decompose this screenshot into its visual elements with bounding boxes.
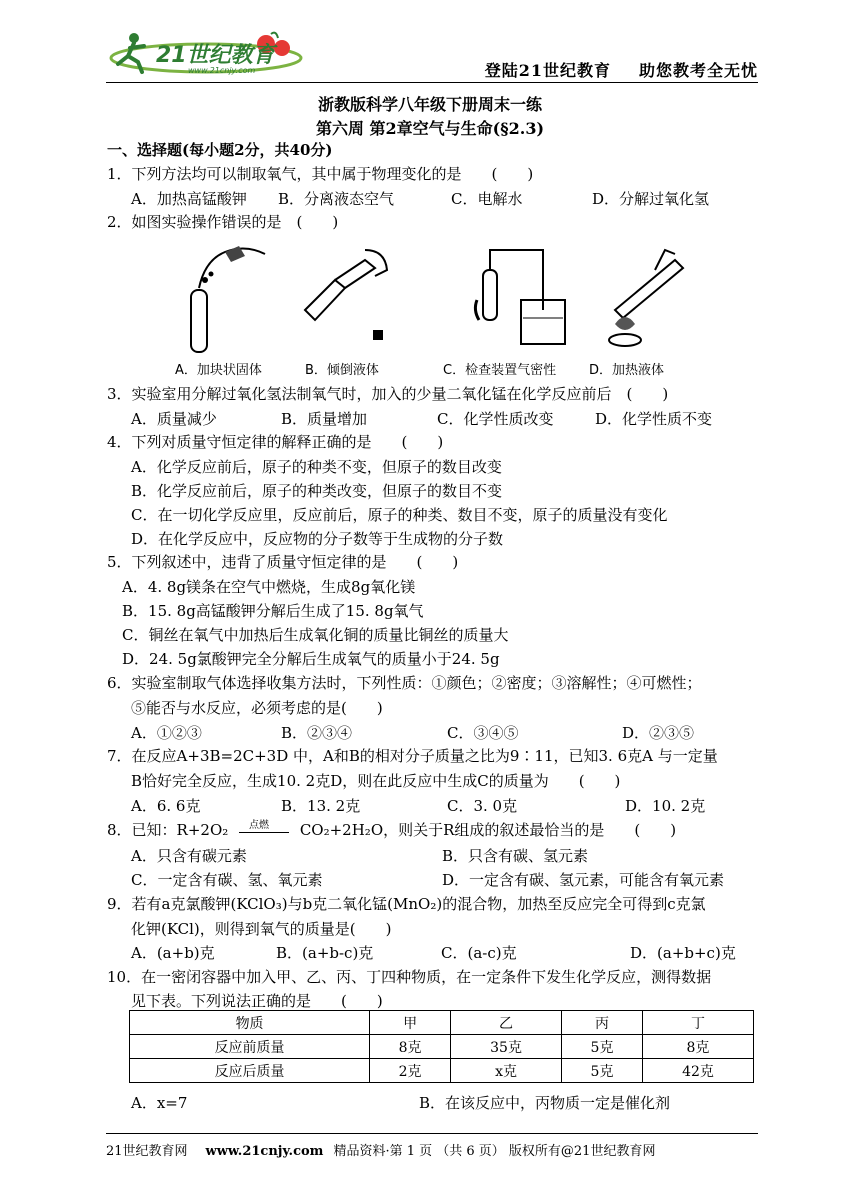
option-a: A．质量减少 [131,410,217,428]
question-stem: 6．实验室制取气体选择收集方法时，下列性质：①颜色；②密度；③溶解性；④可燃性； [107,674,702,692]
option-c: C．在一切化学反应里，反应前后，原子的种类、数目不变，原子的质量没有变化 [131,506,668,524]
question-stem: 1．下列方法均可以制取氧气，其中属于物理变化的是 ( ) [107,165,534,183]
option-d: D．10. 2克 [625,797,706,815]
table-cell: 甲 [370,1011,451,1035]
option-d: D．分解过氧化氢 [592,190,710,208]
option-d: D．(a+b+c)克 [630,944,736,962]
option-a: A．x=7 [131,1094,188,1112]
question-stem [107,820,676,840]
option-d: D．化学性质不变 [595,410,713,428]
slogan-left: 登陆21世纪教育 [484,61,611,80]
logo-url: www.21cnjy.com [188,66,256,75]
table-cell: 5克 [562,1035,643,1059]
option-d: D．一定含有碳、氢元素，可能含有氧元素 [442,871,725,889]
figure-caption: A．加块状固体 [175,363,262,378]
reaction-condition [239,822,289,840]
option-d: D．在化学反应中，反应物的分子数等于生成物的分子数 [131,530,504,548]
header-slogan [457,58,758,81]
option-b: B．②③④ [281,724,353,742]
option-a: A．4. 8g镁条在空气中燃烧，生成8g氧化镁 [122,578,416,596]
table-cell: 42克 [642,1059,753,1083]
table-header-row [130,1011,754,1035]
table-cell: 反应前质量 [130,1035,370,1059]
figure-a [175,240,305,378]
condition-label: 点燃 [249,820,270,831]
data-table [129,1010,754,1083]
question-stem: 3．实验室用分解过氧化氢法制氧气时，加入的少量二氧化锰在化学反应前后 ( ) [107,385,669,403]
footer-url-link[interactable]: www.21cnjy.com [205,1144,324,1159]
option-b: B．只含有碳、氢元素 [442,847,589,865]
experiment-figures [175,240,725,378]
slogan-right: 助您教考全无忧 [638,61,758,80]
table-cell: 35克 [451,1035,562,1059]
figure-c [443,240,583,378]
stem-pre: 8．已知：R+2O₂ [107,821,229,839]
question-stem: 7．在反应A+3B=2C+3D 中，A和B的相对分子质量之比为9∶11，已知3. 6克A 与一定量 [107,747,718,765]
question-stem-cont: 见下表。下列说法正确的是 ( ) [131,992,383,1010]
table-cell: 物质 [130,1011,370,1035]
question-stem-cont: B恰好完全反应，生成10. 2克D，则在此反应中生成C的质量为 ( ) [131,772,621,790]
test-tube-solid-icon [185,240,305,358]
option-d: D．②③⑤ [622,724,695,742]
table-cell: 丁 [642,1011,753,1035]
option-c: C．③④⑤ [447,724,519,742]
table-cell: 乙 [451,1011,562,1035]
header-rule [106,82,758,83]
figure-caption: C．检查装置气密性 [443,363,557,378]
table-cell: 反应后质量 [130,1059,370,1083]
section-heading: 一、选择题(每小题2分，共40分) [107,141,333,159]
logo [106,28,306,78]
option-b: B．化学反应前后，原子的种类改变，但原子的数目不变 [131,482,503,500]
option-b: B．(a+b-c)克 [276,944,374,962]
table-row [130,1059,754,1083]
question-stem: 4．下列对质量守恒定律的解释正确的是 ( ) [107,433,444,451]
option-a: A．加热高锰酸钾 [131,190,247,208]
option-b: B．分离液态空气 [278,190,395,208]
option-c: C．3. 0克 [447,797,518,815]
footer-info: 精品资料·第 1 页 （共 6 页） 版权所有@21世纪教育网 [333,1144,656,1159]
figure-caption: D．加热液体 [589,363,665,378]
option-a: A．只含有碳元素 [131,847,247,865]
question-stem: 9．若有a克氯酸钾(KClO₃)与b克二氧化锰(MnO₂)的混合物，加热至反应完全可得到c克氯 [107,895,706,913]
option-b: B．13. 2克 [281,797,361,815]
footer-rule [106,1133,758,1134]
footer-site: 21世纪教育网 [106,1144,188,1159]
option-d: D．24. 5g氯酸钾完全分解后生成氧气的质量小于24. 5g [122,650,500,668]
question-stem-cont: 化钾(KCl)，则得到氧气的质量是( ) [131,920,392,938]
question-stem: 2．如图实验操作错误的是 ( ) [107,213,339,231]
option-c: C．铜丝在氧气中加热后生成氧化铜的质量比铜丝的质量大 [122,626,509,644]
pour-liquid-icon [295,240,415,358]
doc-title: 浙教版科学八年级下册周末一练 [317,95,542,114]
option-c: C．(a-c)克 [441,944,517,962]
table-cell: 8克 [642,1035,753,1059]
reaction-arrow-icon [239,832,289,833]
table-cell: x克 [451,1059,562,1083]
question-stem: 10．在一密闭容器中加入甲、乙、丙、丁四种物质，在一定条件下发生化学反应，测得数据 [107,968,712,986]
page-footer [106,1140,655,1159]
question-stem-cont: ⑤能否与水反应，必须考虑的是( ) [131,699,383,717]
table-cell: 丙 [562,1011,643,1035]
table-cell: 8克 [370,1035,451,1059]
option-a: A．6. 6克 [131,797,201,815]
figure-d [589,240,725,378]
option-a: A．化学反应前后，原子的种类不变，但原子的数目改变 [131,458,502,476]
table-cell: 5克 [562,1059,643,1083]
figure-caption: B．倾倒液体 [305,363,379,378]
page-header [106,28,758,83]
table-row [130,1035,754,1059]
stem-post: CO₂+2H₂O，则关于R组成的叙述最恰当的是 ( ) [299,821,677,839]
airtight-check-icon [443,240,583,358]
question-stem: 5．下列叙述中，违背了质量守恒定律的是 ( ) [107,553,459,571]
logo-text: 21世纪教育 [156,43,275,68]
option-b: B．15. 8g高锰酸钾分解后生成了15. 8g氧气 [122,602,424,620]
figure-b [295,240,415,378]
option-b: B．质量增加 [281,410,368,428]
table-cell: 2克 [370,1059,451,1083]
option-b: B．在该反应中，丙物质一定是催化剂 [419,1094,671,1112]
heat-liquid-icon [595,240,725,358]
option-c: C．化学性质改变 [437,410,554,428]
option-c: C．一定含有碳、氢、氧元素 [131,871,323,889]
option-a: A．(a+b)克 [131,944,215,962]
option-c: C．电解水 [451,190,523,208]
option-a: A．①②③ [131,724,202,742]
doc-subtitle: 第六周 第2章空气与生命(§2.3) [315,119,545,138]
